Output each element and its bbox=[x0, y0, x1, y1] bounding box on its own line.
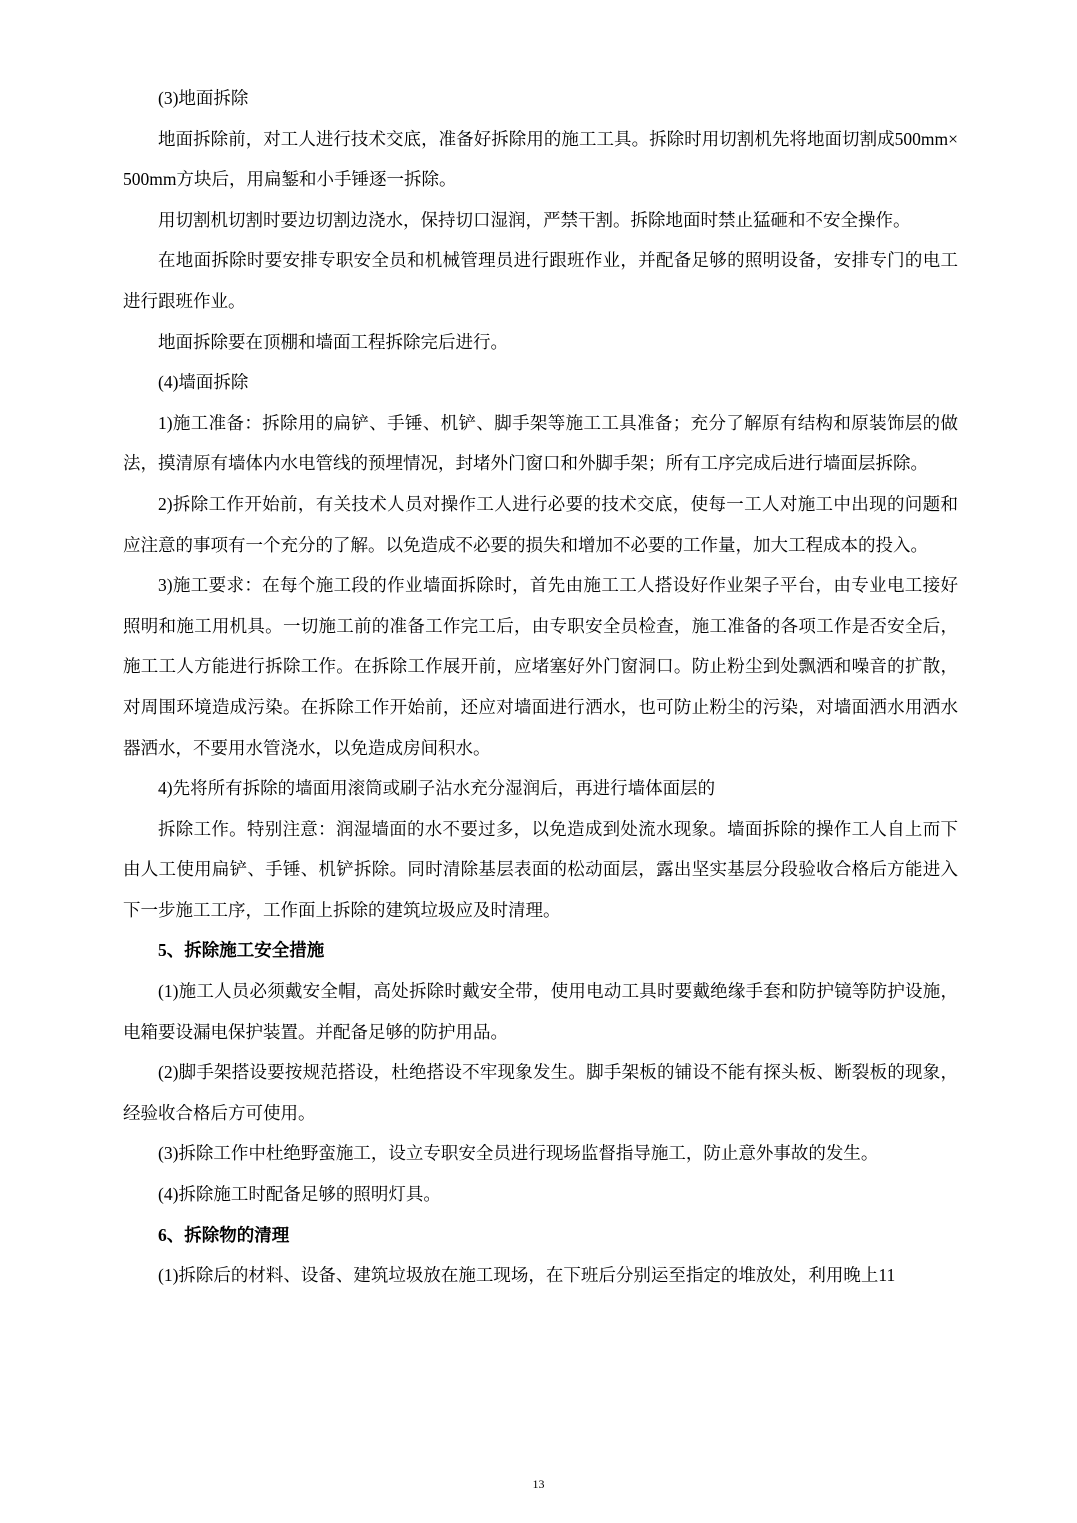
paragraph: 拆除工作。特别注意：润湿墙面的水不要过多，以免造成到处流水现象。墙面拆除的操作工人自上而下由人工使用扁铲、手锤、机铲拆除。同时清除基层表面的松动面层，露出坚实基层分段验收合格后方能进入下一步施工工序，工作面上拆除的建筑垃圾应及时清理。 bbox=[123, 818, 958, 920]
paragraph: 在地面拆除时要安排专职安全员和机械管理员进行跟班作业，并配备足够的照明设备，安排专门的电工进行跟班作业。 bbox=[123, 250, 958, 311]
section-heading: 5、拆除施工安全措施 bbox=[158, 940, 325, 961]
paragraph: 地面拆除要在顶棚和墙面工程拆除完后进行。 bbox=[158, 331, 508, 352]
paragraph: (3)拆除工作中杜绝野蛮施工，设立专职安全员进行现场监督指导施工，防止意外事故的发生。 bbox=[158, 1143, 879, 1164]
paragraph: 用切割机切割时要边切割边浇水，保持切口湿润，严禁干割。拆除地面时禁止猛砸和不安全操作。 bbox=[158, 209, 911, 230]
paragraph: 地面拆除前，对工人进行技术交底，准备好拆除用的施工工具。拆除时用切割机先将地面切割成500mm×500mm方块后，用扁錾和小手锤逐一拆除。 bbox=[123, 128, 958, 190]
paragraph: (2)脚手架搭设要按规范搭设，杜绝搭设不牢现象发生。脚手架板的铺设不能有探头板、断裂板的现象，经验收合格后方可使用。 bbox=[123, 1062, 958, 1123]
paragraph: (1)拆除后的材料、设备、建筑垃圾放在施工现场，在下班后分别运至指定的堆放处，利用晚上11 bbox=[158, 1265, 896, 1286]
section-heading: 6、拆除物的清理 bbox=[158, 1224, 290, 1245]
paragraph: (1)施工人员必须戴安全帽，高处拆除时戴安全带，使用电动工具时要戴绝缘手套和防护镜等防护设施，电箱要设漏电保护装置。并配备足够的防护用品。 bbox=[123, 981, 958, 1042]
paragraph: (3)地面拆除 bbox=[158, 88, 249, 108]
document-body bbox=[123, 78, 958, 1296]
paragraph: 1)施工准备：拆除用的扁铲、手锤、机铲、脚手架等施工工具准备；充分了解原有结构和原装饰层的做法，摸清原有墙体内水电管线的预埋情况，封堵外门窗口和外脚手架；所有工序完成后进行墙面层拆除。 bbox=[123, 412, 958, 474]
paragraph: 2)拆除工作开始前，有关技术人员对操作工人进行必要的技术交底，使每一工人对施工中出现的问题和应注意的事项有一个充分的了解。以免造成不必要的损失和增加不必要的工作量，加大工程成本的投入。 bbox=[123, 493, 958, 555]
paragraph: 4)先将所有拆除的墙面用滚筒或刷子沾水充分湿润后，再进行墙体面层的 bbox=[158, 778, 716, 799]
paragraph: (4)墙面拆除 bbox=[158, 372, 249, 393]
page-number: 13 bbox=[532, 1477, 545, 1491]
paragraph: (4)拆除施工时配备足够的照明灯具。 bbox=[158, 1184, 441, 1205]
paragraph: 3)施工要求：在每个施工段的作业墙面拆除时，首先由施工工人搭设好作业架子平台，由专业电工接好照明和施工用机具。一切施工前的准备工作完工后，由专职安全员检查，施工准备的各项工作是否安全后，施工工人方能进行拆除工作。在拆除工作展开前，应堵塞好外门窗洞口。防止粉尘到处飘洒和噪音的扩散，对周围环境造成污染。在拆除工作开始前，还应对墙面进行洒水，也可防止粉尘的污染，对墙面洒水用洒水器洒水，不要用水管浇水，以免造成房间积水。 bbox=[123, 575, 958, 758]
